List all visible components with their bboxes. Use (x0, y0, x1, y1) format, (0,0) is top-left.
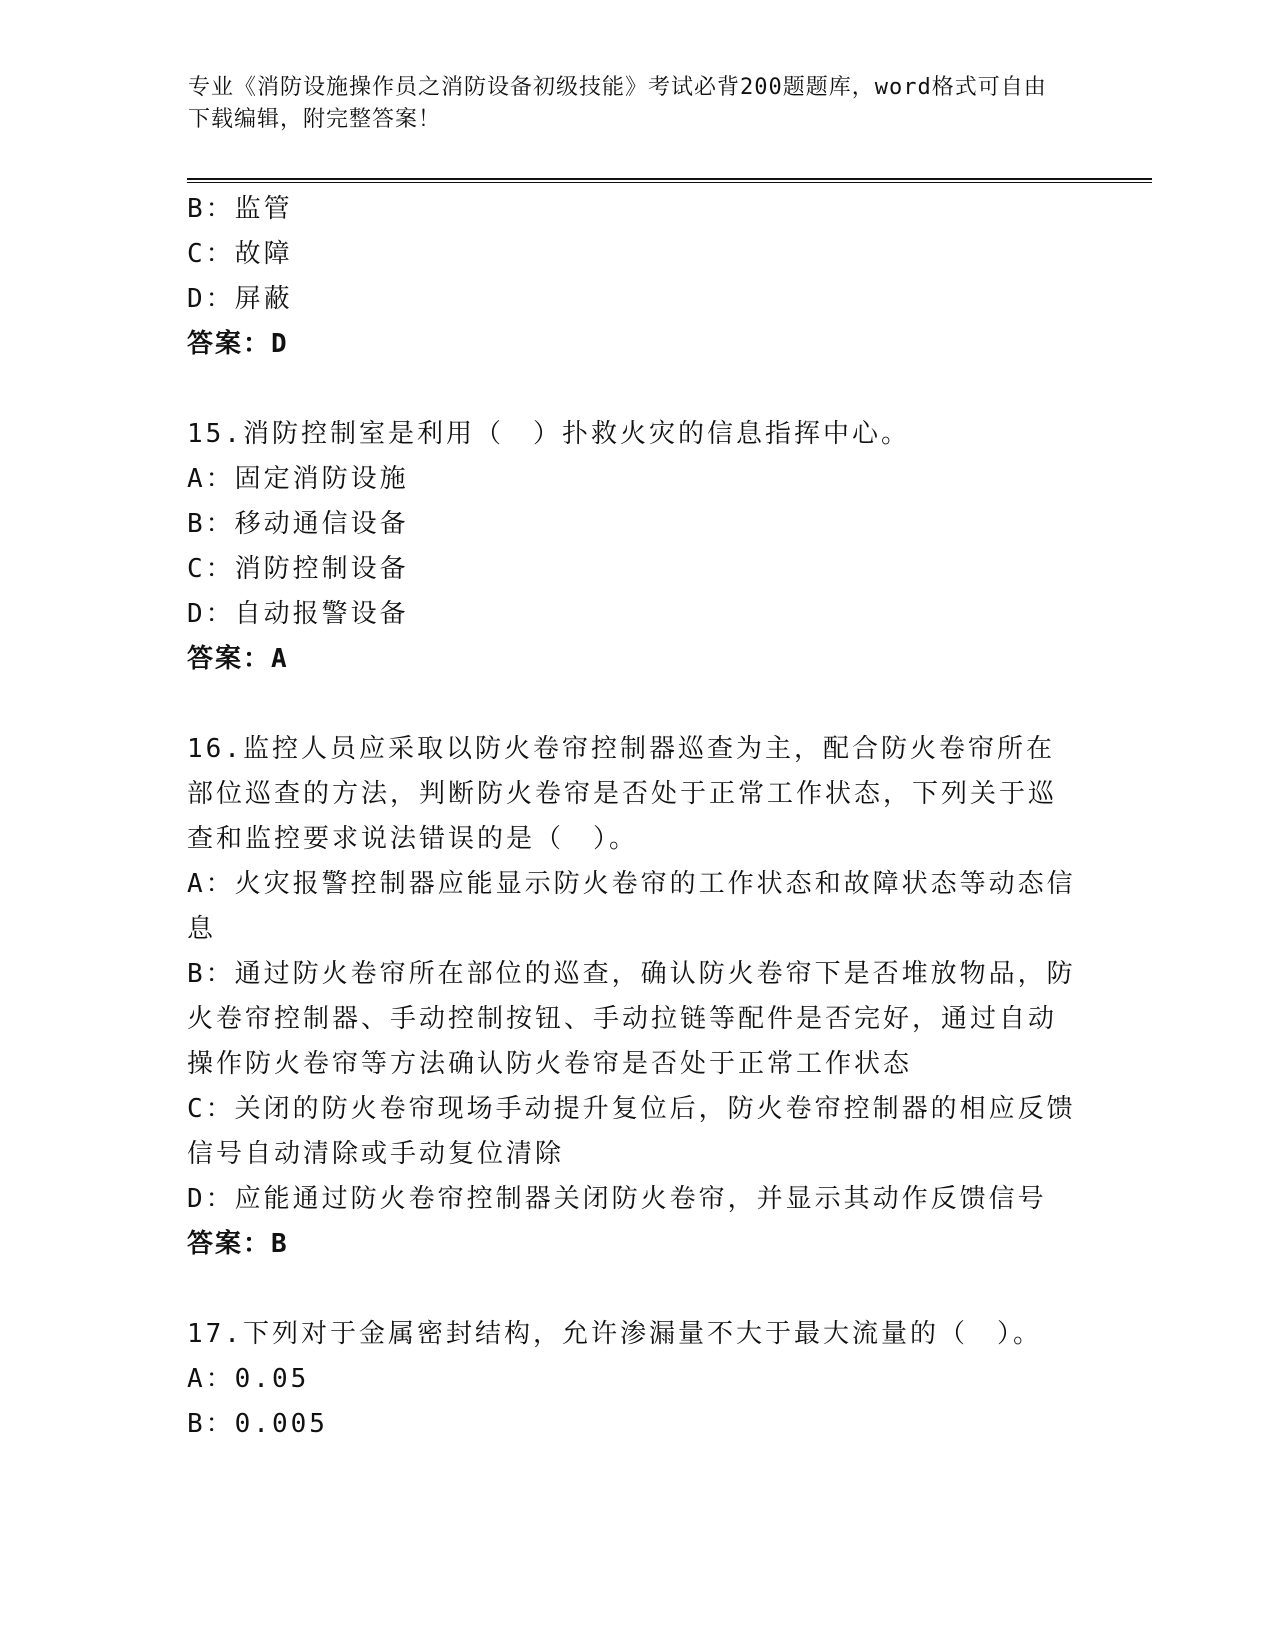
q14-option-c: C：故障 (187, 239, 293, 269)
q14-option-b: B：监管 (187, 194, 293, 224)
q14-option-d: D：屏蔽 (187, 284, 293, 314)
q17-option-a: A：0.05 (187, 1364, 310, 1394)
question-content (187, 187, 1077, 1447)
document-header: 专业《消防设施操作员之消防设备初级技能》考试必背200题题库，word格式可自由下载编辑，附完整答案！ (188, 75, 1047, 132)
q15-option-d: D：自动报警设备 (187, 599, 409, 629)
q16-option-c: C：关闭的防火卷帘现场手动提升复位后，防火卷帘控制器的相应反馈信号自动清除或手动复位清除 (187, 1094, 1076, 1169)
q16-option-b: B：通过防火卷帘所在部位的巡查，确认防火卷帘下是否堆放物品，防火卷帘控制器、手动控制按钮、手动拉链等配件是否完好，通过自动操作防火卷帘等方法确认防火卷帘是否处于正常工作状态 (187, 959, 1076, 1079)
q15-option-b: B：移动通信设备 (187, 509, 409, 539)
q17-option-b: B：0.005 (187, 1409, 328, 1439)
q15-answer: 答案：A (187, 644, 289, 674)
header-divider (187, 178, 1152, 184)
q16-option-a: A：火灾报警控制器应能显示防火卷帘的工作状态和故障状态等动态信息 (187, 869, 1076, 944)
q17-question: 17.下列对于金属密封结构，允许渗漏量不大于最大流量的（ ）。 (187, 1319, 1042, 1349)
q14-answer: 答案：D (187, 329, 289, 359)
q16-question: 16.监控人员应采取以防火卷帘控制器巡查为主，配合防火卷帘所在部位巡查的方法，判断防火卷帘是否处于正常工作状态，下列关于巡查和监控要求说法错误的是（ ）。 (187, 734, 1058, 854)
q15-question: 15.消防控制室是利用（ ）扑救火灾的信息指挥中心。 (187, 419, 910, 449)
q15-option-a: A：固定消防设施 (187, 464, 409, 494)
q16-answer: 答案：B (187, 1229, 289, 1259)
q15-option-c: C：消防控制设备 (187, 554, 409, 584)
q16-option-d: D：应能通过防火卷帘控制器关闭防火卷帘，并显示其动作反馈信号 (187, 1184, 1047, 1214)
